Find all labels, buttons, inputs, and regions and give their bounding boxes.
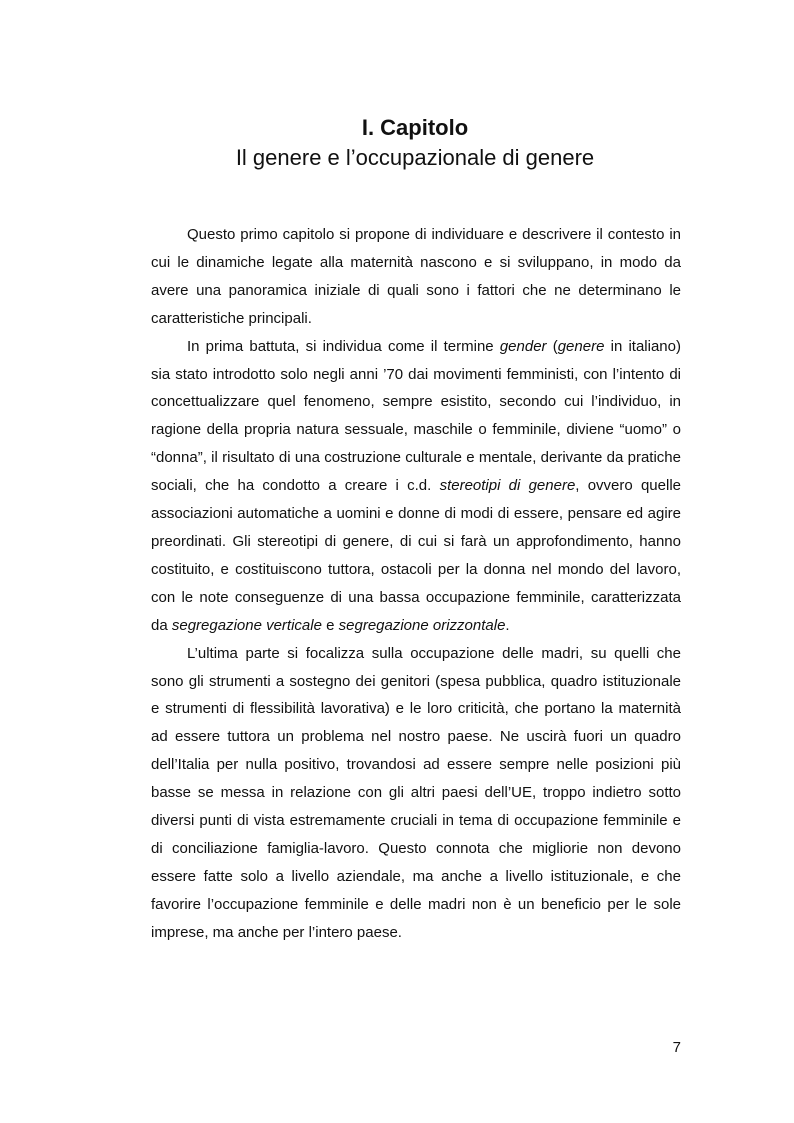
text-run: , ovvero quelle associazioni automatiche a uomini e donne di modi di essere, pensare ed agire preordinati. Gli stereotipi di genere, di cui si farà un approfondimento, hanno costituito, e costituiscono tuttora, ostacoli per la donna nel mondo del lavoro, con le note conseguenze di una bassa occupazione femminile, caratterizzata da xyxy=(151,477,681,634)
text-run: . xyxy=(505,616,510,634)
chapter-title: I. Capitolo xyxy=(361,115,469,140)
emphasized-term: segregazione orizzontale xyxy=(338,616,506,634)
emphasized-term: segregazione verticale xyxy=(171,616,322,634)
text-run: In prima battuta, si individua come il termine xyxy=(187,337,500,355)
text-run: L’ultima parte si focalizza sulla occupazione delle madri, su quelli che sono gli strumenti a sostegno dei genitori (spesa pubblica, quadro istituzionale e strumenti di flessibilità lavorativa) e le loro criticità, che portano la maternità ad essere tuttora un problema nel nostro paese. Ne uscirà fuori un quadro dell’Italia per nulla positivo, trovandosi ad essere sempre nelle posizioni più basse se messa in relazione con gli altri paesi dell’UE, troppo indietro sotto diversi punti di vista estremamente cruciali in tema di occupazione femminile e di conciliazione famiglia-lavoro. Questo connota che migliorie non devono essere fatte solo a livello aziendale, ma anche a livello istituzionale, e che favorire l’occupazione femminile e delle madri non è un beneficio per le sole imprese, ma anche per l’intero paese. xyxy=(151,644,681,941)
body-paragraph xyxy=(151,221,681,333)
text-run: e xyxy=(321,616,339,634)
chapter-subtitle: Il genere e l’occupazionale di genere xyxy=(235,145,595,170)
page-number: 7 xyxy=(672,1039,681,1056)
chapter-heading xyxy=(0,113,794,173)
body-paragraph xyxy=(151,333,681,640)
chapter-body xyxy=(151,221,681,947)
emphasized-term: genere xyxy=(557,337,605,355)
emphasized-term: stereotipi di genere xyxy=(439,477,576,495)
emphasized-term: gender xyxy=(499,337,547,355)
body-paragraph xyxy=(151,640,681,947)
text-run: ( xyxy=(546,337,558,355)
text-run: in italiano) sia stato introdotto solo negli anni ’70 dai movimenti femministi, con l’intento di concettualizzare quel fenomeno, sempre esistito, secondo cui l’individuo, in ragione della propria natura sessuale, maschile o femminile, diviene “uomo” o “donna”, il risultato di una costruzione culturale e mentale, derivante da pratiche sociali, che ha condotto a creare i c.d. xyxy=(151,337,681,495)
text-run: Questo primo capitolo si propone di individuare e descrivere il contesto in cui le dinamiche legate alla maternità nascono e si sviluppano, in modo da avere una panoramica iniziale di quali sono i fattori che ne determinano le caratteristiche principali. xyxy=(151,226,681,327)
